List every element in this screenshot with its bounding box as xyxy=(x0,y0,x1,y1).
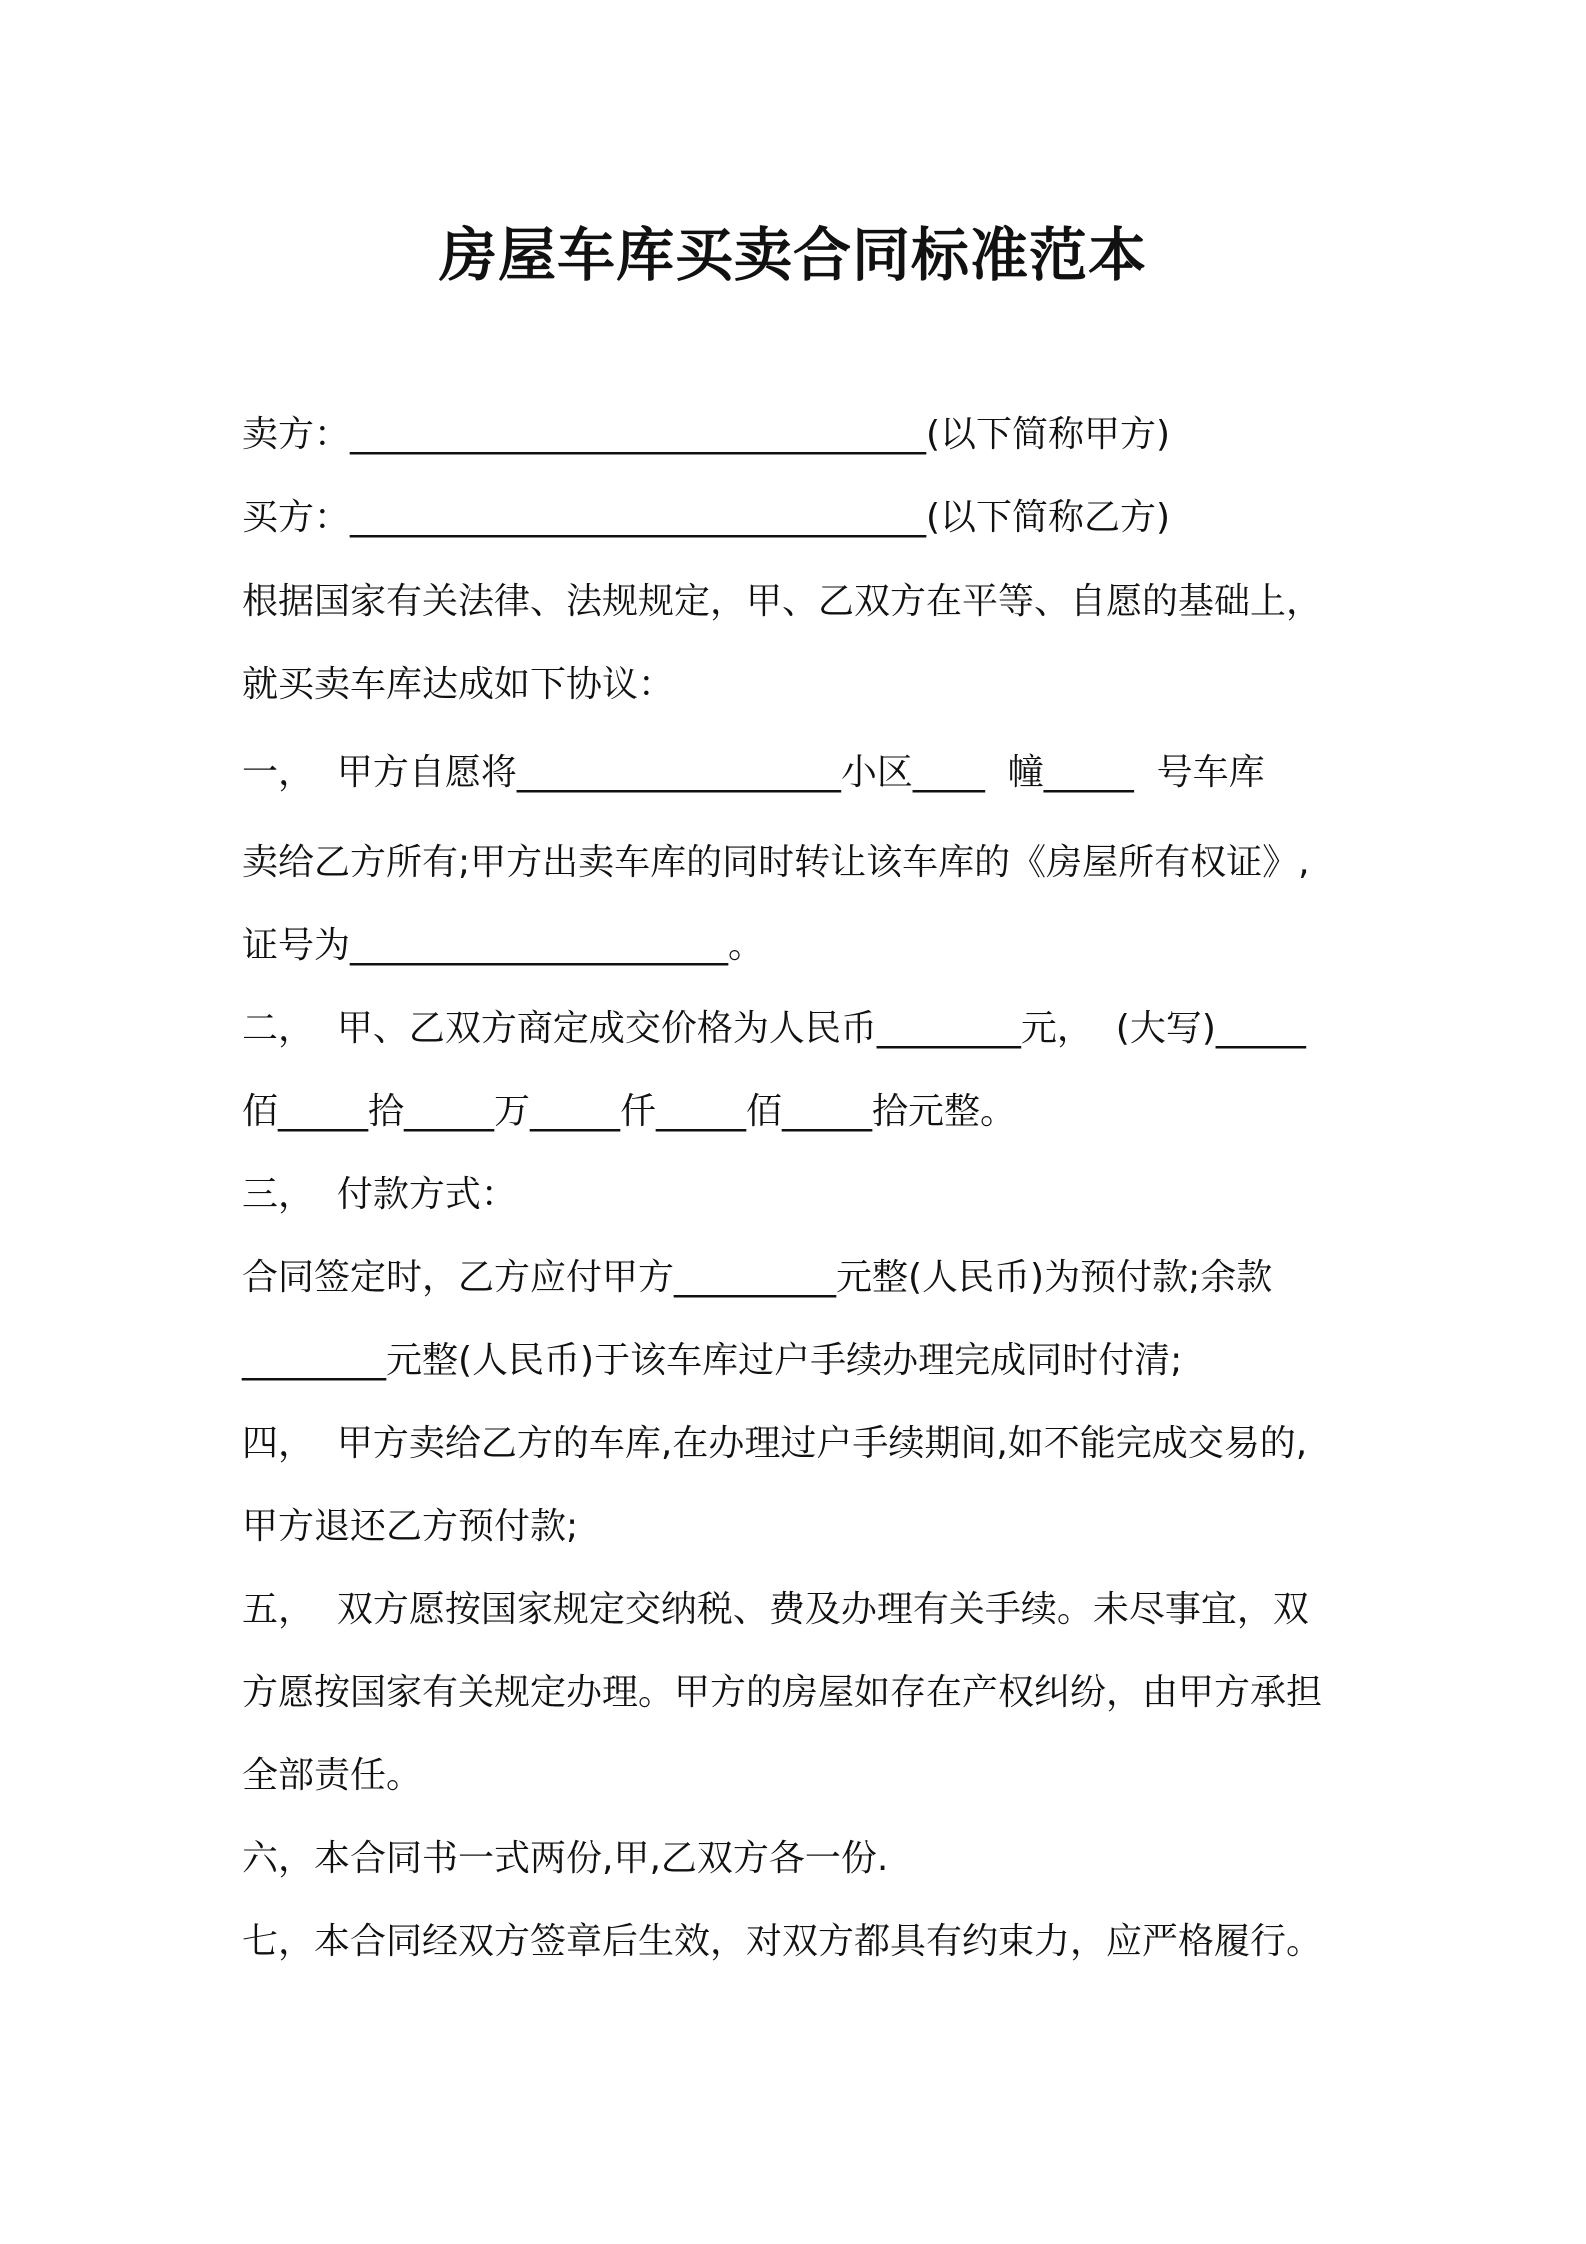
clause-4-line-1: 四， 甲方卖给乙方的车库,在办理过户手续期间,如不能完成交易的, xyxy=(242,1423,1308,1464)
clause-5-line-2: 方愿按国家有关规定办理。甲方的房屋如存在产权纠纷，由甲方承担 xyxy=(242,1672,1323,1713)
clause-3-line-2: ________元整(人民币)于该车库过户手续办理完成同时付清; xyxy=(242,1340,1183,1381)
preamble-line-2: 就买卖车库达成如下协议： xyxy=(242,664,675,705)
buyer-line: 买方：________________________________(以下简称乙方) xyxy=(242,497,1171,538)
clause-1-line-2: 卖给乙方所有;甲方出卖车库的同时转让该车库的《房屋所有权证》, xyxy=(242,842,1310,883)
clause-5-line-3: 全部责任。 xyxy=(242,1755,423,1796)
clause-1-line-3: 证号为_____________________。 xyxy=(242,925,765,966)
clause-2-line-1: 二， 甲、乙双方商定成交价格为人民币________元， (大写)_____ xyxy=(242,1008,1306,1049)
clause-4-line-2: 甲方退还乙方预付款; xyxy=(242,1506,579,1547)
clause-3-line-1: 合同签定时，乙方应付甲方_________元整(人民币)为预付款;余款 xyxy=(242,1257,1273,1298)
seller-line: 卖方：________________________________(以下简称甲方) xyxy=(242,414,1171,455)
clause-7: 七，本合同经双方签章后生效，对双方都具有约束力，应严格履行。 xyxy=(242,1921,1323,1962)
clause-6: 六，本合同书一式两份,甲,乙双方各一份. xyxy=(242,1838,889,1879)
document-title: 房屋车库买卖合同标准范本 xyxy=(438,221,1147,289)
clause-2-line-2: 佰_____拾_____万_____仟_____佰_____拾元整。 xyxy=(242,1091,1017,1132)
clause-1-line-1: 一， 甲方自愿将__________________小区____ 幢_____ 号车库 xyxy=(242,752,1265,793)
clause-3-heading: 三， 付款方式： xyxy=(242,1174,517,1215)
preamble-line-1: 根据国家有关法律、法规规定，甲、乙双方在平等、自愿的基础上， xyxy=(242,581,1323,622)
clause-5-line-1: 五， 双方愿按国家规定交纳税、费及办理有关手续。未尽事宜，双 xyxy=(242,1589,1309,1630)
